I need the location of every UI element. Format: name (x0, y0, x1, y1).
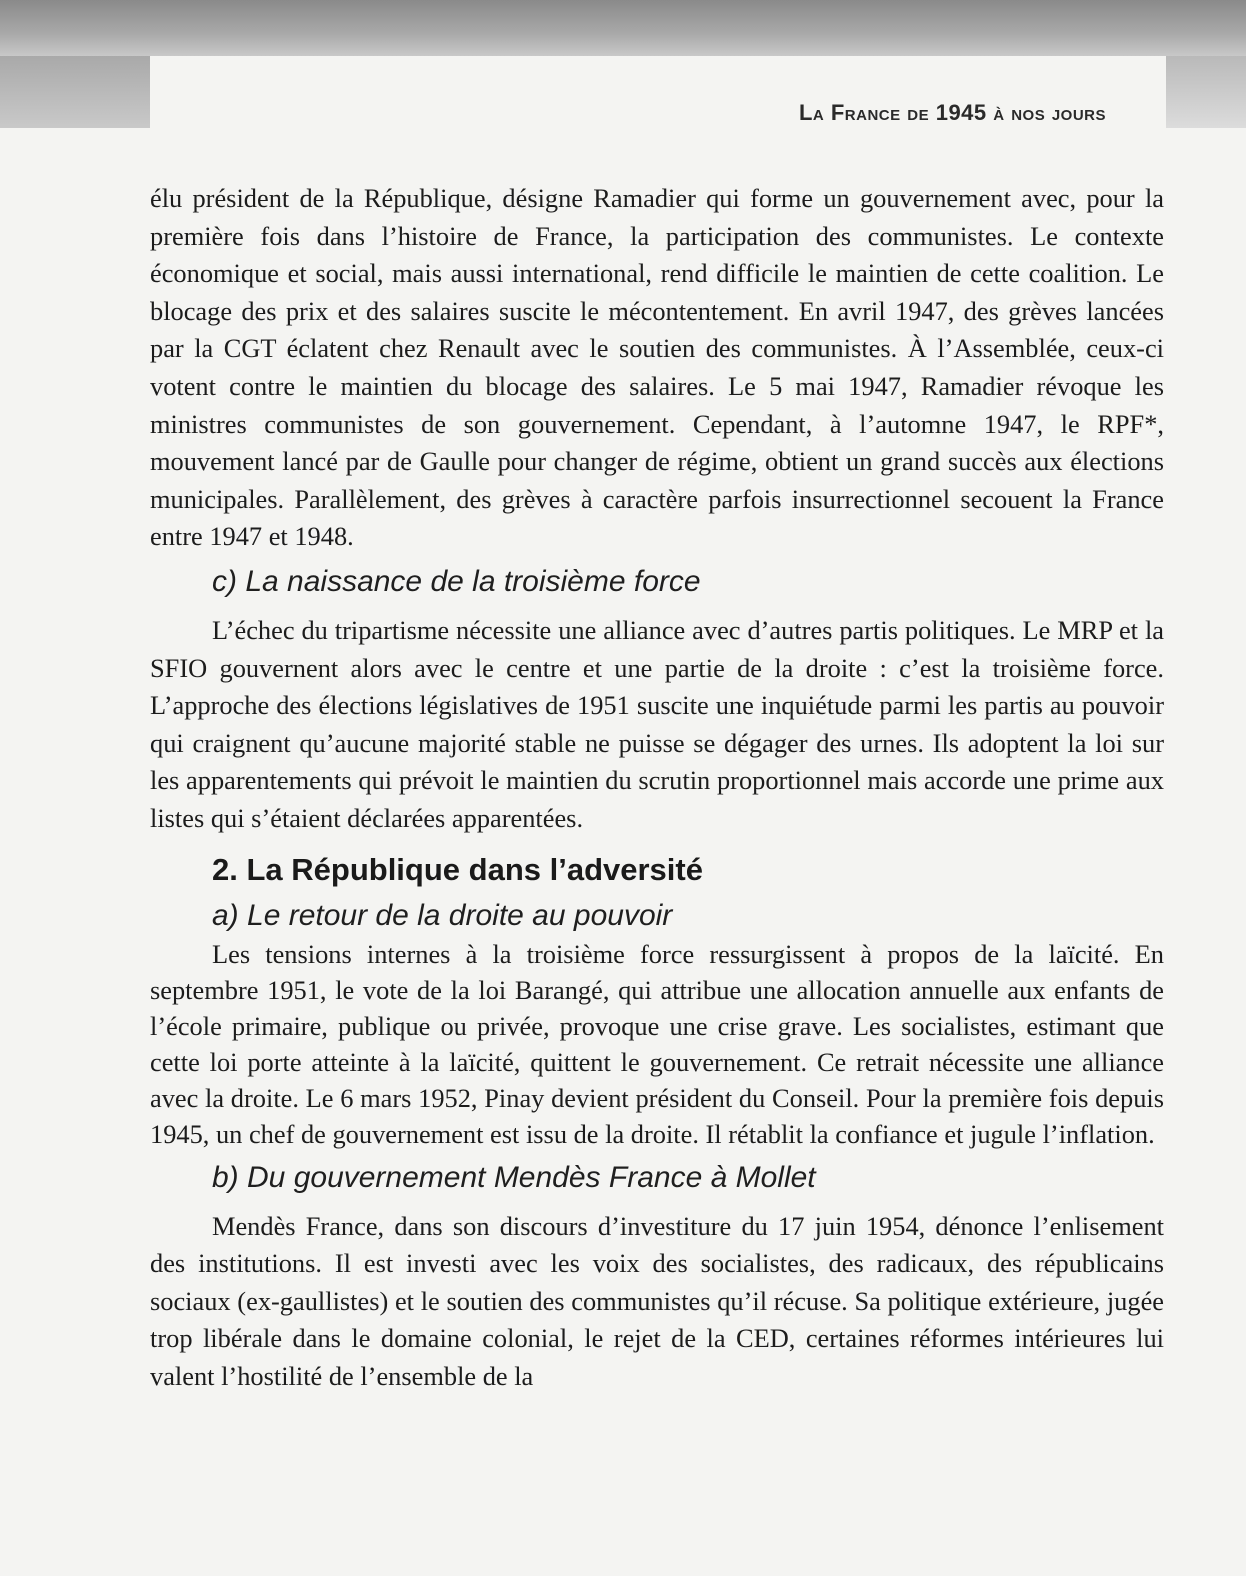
scan-right-band (1166, 56, 1246, 128)
section-heading-a: a) Le retour de la droite au pouvoir (212, 898, 673, 932)
paragraph-2: L’échec du tripartisme nécessite une alliance avec d’autres partis politiques. Le MRP et la SFIO gouvernent alors avec le centre et une partie de la droite : c’est la troisième force. L’approche des élections législatives de 1951 suscite une inquiétude parmi les partis au pouvoir qui craignent qu’aucune majorité stable ne puisse se dégager des urnes. Ils adoptent la loi sur les apparentements qui prévoit le maintien du scrutin proportionnel mais accorde une prime aux listes qui s’étaient déclarées apparentées. (150, 614, 1164, 833)
scan-top-band (0, 0, 1246, 56)
chapter-heading-2: 2. La République dans l’adversité (212, 851, 703, 887)
paragraph-3: Les tensions internes à la troisième force ressurgissent à propos de la laïcité. En septembre 1951, le vote de la loi Barangé, qui attribue une allocation annuelle aux enfants de l’école primaire, publique ou privée, provoque une crise grave. Les socialistes, estimant que cette loi porte atteinte à la laïcité, quittent le gouvernement. Ce retrait nécessite une alliance avec la droite. Le 6 mars 1952, Pinay devient président du Conseil. Pour la première fois depuis 1945, un chef de gouvernement est issu de la droite. Il rétablit la confiance et jugule l’inflation. (150, 938, 1164, 1149)
page-body (150, 180, 1164, 1395)
section-heading-c: c) La naissance de la troisième force (212, 564, 701, 598)
section-heading-b: b) Du gouvernement Mendès France à Mollet (212, 1160, 816, 1194)
running-header: La France de 1945 à nos jours (798, 100, 1106, 125)
paragraph-4: Mendès France, dans son discours d’investiture du 17 juin 1954, dénonce l’enlisement des institutions. Il est investi avec les voix des socialistes, des radicaux, des républicains sociaux (ex-gaullistes) et le soutien des communistes qu’il récuse. Sa politique extérieure, jugée trop libérale dans le domaine colonial, le rejet de la CED, certaines réformes intérieures lui valent l’hostilité de l’ensemble de la (150, 1210, 1164, 1391)
paragraph-1: élu président de la République, désigne Ramadier qui forme un gouvernement avec, pour la première fois dans l’histoire de France, la participation des communistes. Le contexte économique et social, mais aussi international, rend difficile le maintien de cette coalition. Le blocage des prix et des salaires suscite le mécontentement. En avril 1947, des grèves lancées par la CGT éclatent chez Renault avec le soutien des communistes. À l’Assemblée, ceux-ci votent contre le maintien du blocage des salaires. Le 5 mai 1947, Ramadier révoque les ministres communistes de son gouvernement. Cependant, à l’automne 1947, le RPF*, mouvement lancé par de Gaulle pour changer de régime, obtient un grand succès aux élections municipales. Parallèlement, des grèves à caractère parfois insurrectionnel secouent la France entre 1947 et 1948. (150, 183, 1164, 552)
scan-left-band (0, 56, 150, 128)
